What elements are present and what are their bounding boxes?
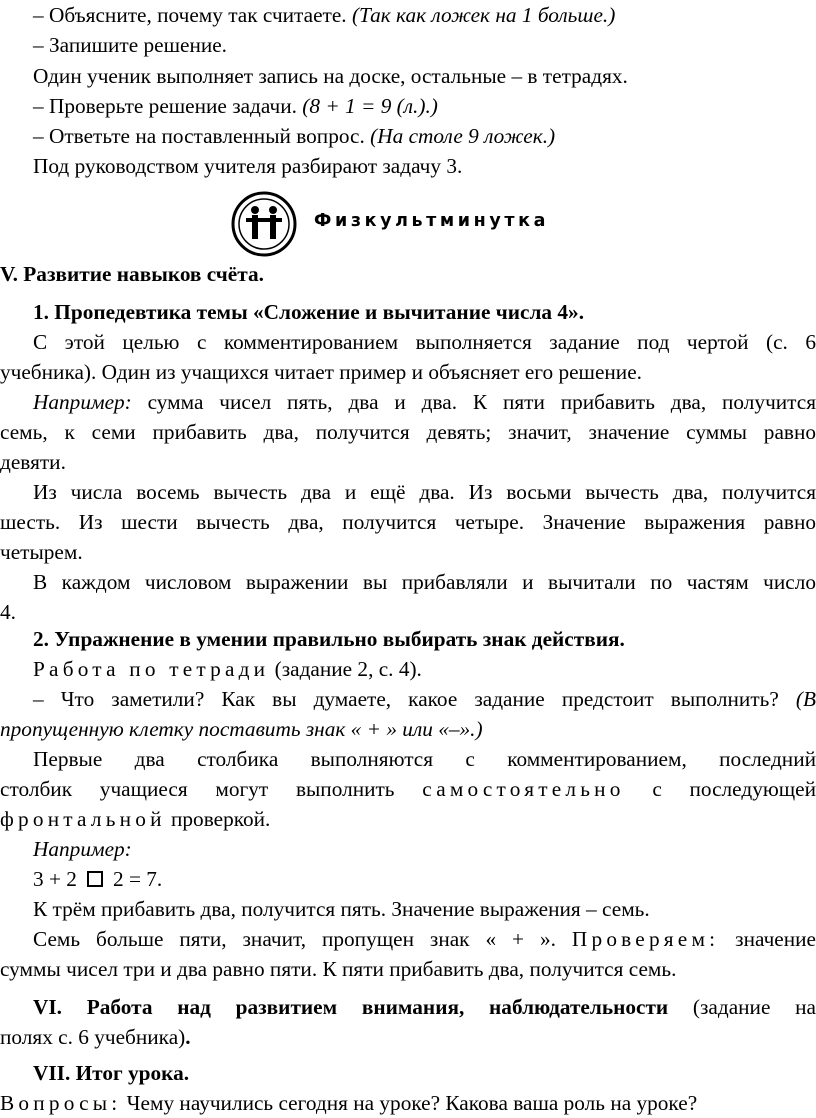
text: (задание 2, с. 4). [269, 657, 422, 681]
para-line [0, 804, 816, 834]
text: проверкой. [165, 807, 271, 831]
para-line: девяти. [0, 450, 66, 474]
para-line: четырем. [0, 540, 83, 564]
expression-right: 2 = 7. [112, 867, 163, 891]
para-line: учебника). Один из учащихся читает пример и объясняет его решение. [0, 360, 642, 384]
subsection-2-heading [0, 624, 816, 654]
text: – Что заметили? Как вы думаете, какое задание предстоит выполнить? [33, 687, 779, 711]
text: столбик учащиеся могут выполнить [0, 777, 395, 801]
spaced-text: самостоятельно [422, 777, 625, 801]
spaced-text: Работа по тетради [33, 657, 270, 681]
heading-text: VI. Работа над развитием внимания, наблюдательности [33, 995, 669, 1019]
para-line [0, 654, 816, 684]
section-vi-heading [0, 992, 816, 1022]
para-line [0, 714, 816, 744]
line-answer [0, 121, 816, 151]
answer-text: (Так как ложек на 1 больше.) [351, 3, 616, 27]
example-expression [0, 864, 816, 894]
answer-text: (8 + 1 = 9 (л.).) [302, 94, 438, 118]
spaced-text: фронтальной [0, 807, 166, 831]
heading-text: 1. Пропедевтика темы «Сложение и вычитание числа 4». [33, 300, 585, 324]
emblem-title: Физкультминутка [314, 211, 549, 231]
line-task3: Под руководством учителя разбирают задачу 3. [33, 154, 463, 178]
heading-text: V. Развитие навыков счёта. [0, 262, 264, 286]
line-explain [0, 0, 816, 30]
para-line [0, 387, 816, 417]
section-v-heading [0, 259, 816, 289]
heading-text: 2. Упражнение в умении правильно выбирать знак действия. [33, 627, 625, 651]
section-vi-line [0, 1022, 816, 1052]
para-line: семь, к семи прибавить два, получится девять; значит, значение суммы равно [0, 420, 816, 444]
para-line [0, 774, 816, 804]
section-vii-heading [0, 1058, 816, 1088]
text: Семь больше пяти, значит, пропущен знак « + ». [33, 927, 556, 951]
heading-text: VII. Итог урока. [33, 1061, 190, 1085]
para-line: К трём прибавить два, получится пять. Значение выражения – семь. [33, 897, 650, 921]
line-check [0, 91, 816, 121]
para-line: В каждом числовом выражении вы прибавляли и вычитали по частям число [33, 570, 816, 594]
text: сумма чисел пять, два и два. К пяти прибавить два, получится [131, 390, 816, 414]
questions-line [0, 1088, 816, 1118]
two-figures-icon [231, 191, 297, 257]
text: полях с. 6 учебника) [0, 1025, 186, 1049]
para-line: С этой целью с комментированием выполняется задание под чертой (с. 6 [33, 330, 816, 354]
text: Чему научились сегодня на уроке? Какова ваша роль на уроке? [121, 1091, 698, 1115]
text: – Ответьте на поставленный вопрос. [33, 124, 365, 148]
line-board: Один ученик выполняет запись на доске, остальные – в тетрадях. [33, 64, 628, 88]
text: значение [719, 927, 816, 951]
answer-text: (В [778, 687, 816, 711]
line-write: – Запишите решение. [33, 33, 228, 57]
text: (задание на [668, 995, 816, 1019]
para-line: суммы чисел три и два равно пяти. К пяти прибавить два, получится семь. [0, 957, 677, 981]
para-line [0, 924, 816, 954]
para-line: Первые два столбика выполняются с комментированием, последний [33, 747, 816, 771]
example-label: Например: [33, 837, 132, 861]
para-line [0, 684, 816, 714]
answer-text: пропущенную клетку поставить знак « + » или «–».) [0, 717, 483, 741]
subsection-1-heading [0, 297, 816, 327]
example-label: Например: [33, 390, 132, 414]
empty-box-icon [87, 871, 103, 887]
answer-text: (На столе 9 ложек.) [370, 124, 556, 148]
para-line: Из числа восемь вычесть два и ещё два. Из восьми вычесть два, получится [33, 480, 816, 504]
text: . [185, 1025, 191, 1049]
spaced-text: Проверяем: [571, 927, 720, 951]
expression-left: 3 + 2 [33, 867, 77, 891]
para-line [0, 834, 816, 864]
text: – Объясните, почему так считаете. [33, 3, 347, 27]
text: – Проверьте решение задачи. [33, 94, 297, 118]
spaced-text: Вопросы: [0, 1091, 122, 1115]
text: с последующей [652, 777, 816, 801]
para-line: 4. [0, 600, 16, 624]
para-line: шесть. Из шести вычесть два, получится четыре. Значение выражения равно [0, 510, 816, 534]
